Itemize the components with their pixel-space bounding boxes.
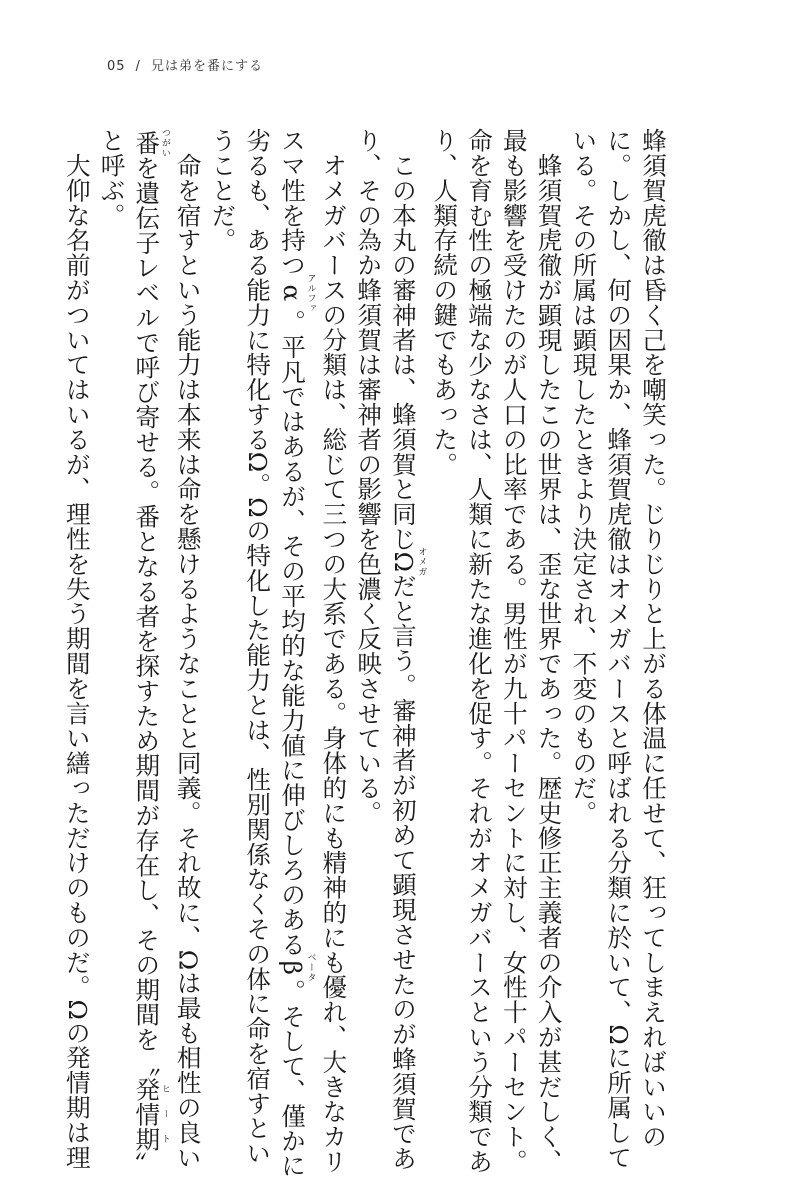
running-header [107, 55, 263, 74]
text-line: 番つがいを遺伝子レベルで呼び寄せる。番となる者を探すため期間が存在し、その期間を〝発情期ヒート〟 [132, 128, 170, 1177]
ruby-heat: 発情期ヒート [132, 1076, 170, 1152]
text-line: り、人類存続の鍵でもあった。 [430, 128, 460, 477]
text-line: スマ性を持つαアルファ。平凡ではあるが、その平均的な能力値に伸びしろのあるβベータ。そして、僅かに [278, 128, 316, 1178]
text-line: り、その為か蜂須賀は審神者の影響を色濃く反映させている。 [354, 128, 384, 826]
text-line: 蜂須賀虎徹は昏く己を嘲笑った。じりじりと上がる体温に任せて、狂ってしまえればいいの [639, 128, 668, 1149]
text-line: 命を育む性の極端な少なさは、人類に新たな進化を促す。それがオメガバースという分類であ [465, 128, 495, 1174]
ruby-omega: Ωオメガ [388, 547, 427, 578]
text-line: 最も影響を受けたのが人口の比率である。男性が九十パーセントに対し、女性十パーセント。 [499, 128, 529, 1174]
page-number: 05 [107, 59, 126, 74]
text-line: オメガバースの分類は、総じて三つの大系である。身体的にも精神的にも優れ、大きなカリ [319, 128, 349, 1174]
ruby-alpha: αアルファ [278, 273, 316, 314]
text-line: に。しかし、何の因果か、蜂須賀虎徹はオメガバースと呼ばれる分類に於いて、Ωに所属して [604, 128, 634, 1170]
text-line: 命を宿すという能力は本来は命を懸けるようなことと同義。それ故に、Ωは最も相性の良い [173, 128, 203, 1170]
chapter-title: 兄は弟を番にする [150, 59, 263, 74]
header-separator: / [135, 59, 141, 74]
text-line: 劣るも、ある能力に特化するΩ。Ωの特化した能力とは、性別関係なくその体に命を宿すとい [243, 128, 273, 1166]
text-line: と呼ぶ。 [97, 128, 127, 228]
text-line: 蜂須賀虎徹が顕現したこの世界は、歪な世界であった。歴史修正主義者の介入が甚だしく、 [534, 128, 564, 1174]
ruby-tsugai: 番つがい [132, 128, 170, 158]
text-line: いる。その所属は顕現したときより決定され、不変のものだ。 [569, 128, 599, 826]
text-line: 大仰な名前がついてはいるが、理性を失う期間を言い繕っただけのものだ。Ωの発情期は理 [62, 128, 92, 1170]
text-line: この本丸の審神者は、蜂須賀と同じΩオメガだと言う。審神者が初めて顕現させたのが蜂須賀であ [388, 128, 427, 1171]
ruby-beta: βベータ [278, 952, 316, 983]
vertical-body-text [59, 128, 670, 1178]
text-line: うことだ。 [208, 128, 238, 253]
